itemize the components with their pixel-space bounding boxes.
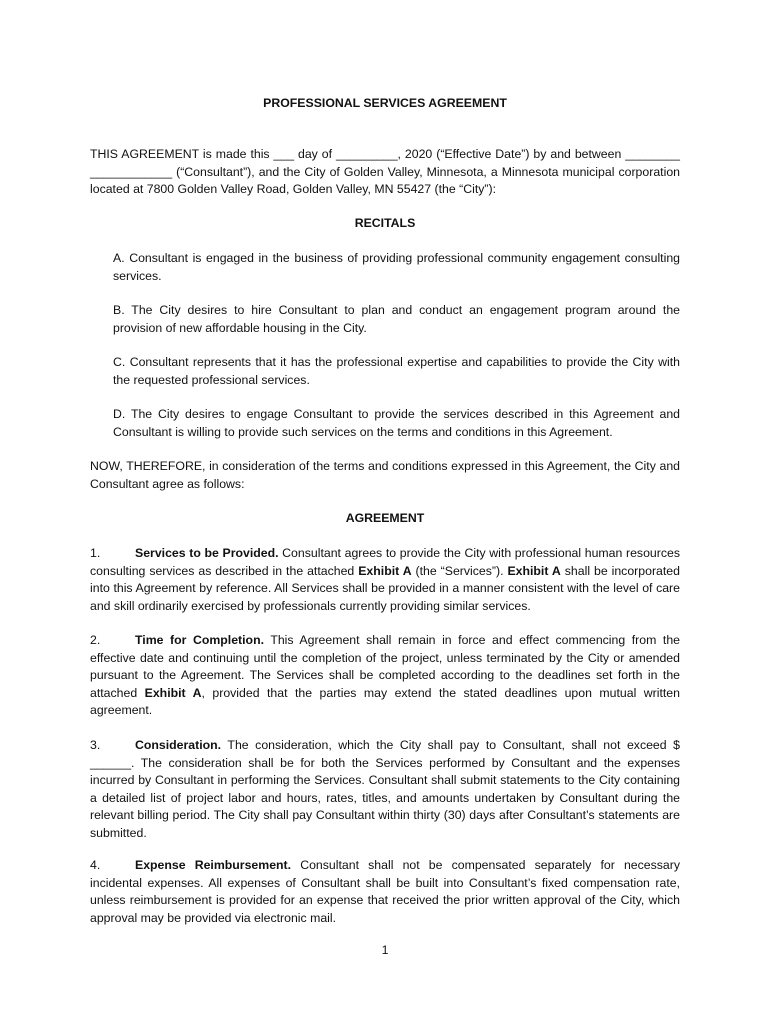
section-1-text-a: Consultant agrees to provide the City with professional human resources consulting services as described in the attached [90,546,680,578]
recital-c [113,354,680,389]
section-1-exhibit-ref-2: Exhibit A [507,563,561,578]
section-1-exhibit-ref-1: Exhibit A [358,563,412,578]
section-2-heading: Time for Completion. [135,633,264,647]
section-2 [90,632,680,720]
now-therefore-text: NOW, THEREFORE, in consideration of the terms and conditions expressed in this Agreement, the City and Consultant agree as follows: [90,459,680,491]
document-title: PROFESSIONAL SERVICES AGREEMENT [263,96,507,110]
section-3-text: The consideration, which the City shall pay to Consultant, shall not exceed $ ______. The consideration shall be for both the Services performed by Consultant and the expenses incurred by Consultant in performing the Services. Consultant shall submit statements to the City containing a detailed list of project labor and hours, rates, titles, and amounts undertaken by Consultant during the relevant billing period. The City shall pay Consultant within thirty (30) days after Consultant’s statements are submitted. [90,738,680,840]
section-3-heading: Consideration. [135,738,222,752]
recital-c-text: C. Consultant represents that it has the professional expertise and capabilities to provide the City with the requested professional services. [113,355,680,387]
section-1 [90,545,680,615]
intro-line-1: THIS AGREEMENT is made this ___ day of _________, 2020 (“Effective Date”) by and between ________ [90,147,680,161]
recital-d-text: D. The City desires to engage Consultant to provide the services described in this Agreement and Consultant is willing to provide such services on the terms and conditions in this Agreement. [113,407,680,439]
section-4-heading: Expense Reimbursement. [135,858,292,872]
section-3 [90,737,680,843]
intro-line-2: ____________ (“Consultant”), and the City of Golden Valley, Minnesota, a Minnesota municipal corporation located at 7800 Golden Valley Road, Golden Valley, MN 55427 (the “City”): [90,164,680,197]
section-3-number: 3. [90,738,101,752]
recital-a [113,250,680,285]
section-4-number: 4. [90,858,101,872]
section-4-text: Consultant shall not be compensated separately for necessary incidental expenses. All expenses of Consultant shall be built into Consultant’s fixed compensation rate, unless reimbursement is provided for an expense that received the prior written approval of the City, which approval may be provided via electronic mail. [90,858,680,925]
recital-b-text: B. The City desires to hire Consultant to plan and conduct an engagement program around the provision of new affordable housing in the City. [113,303,680,335]
section-1-text-b: (the “Services”). [411,563,508,578]
section-2-exhibit-ref: Exhibit A [144,685,202,700]
recital-d [113,406,680,441]
page-number: 1 [381,943,389,957]
now-therefore-paragraph [90,458,680,493]
section-1-text-c: shall be incorporated into this Agreement by reference. All Services shall be provided in a manner consistent with the level of care and skill ordinarily exercised by professionals currently providing similar services. [90,563,680,613]
section-4 [90,857,680,927]
section-2-number: 2. [90,633,101,647]
recital-a-text: A. Consultant is engaged in the business of providing professional community engagement consulting services. [113,251,680,283]
section-2-text-b: , provided that the parties may extend the stated deadlines upon mutual written agreement. [90,685,680,718]
intro-paragraph [90,146,680,199]
section-1-heading: Services to be Provided. [135,546,279,560]
section-2-text-a: This Agreement shall remain in force and effect commencing from the effective date and continuing until the completion of the project, unless terminated by the City or amended pursuant to the Agreement. The Services shall be completed according to the deadlines set forth in the attached [90,633,680,700]
agreement-heading: AGREEMENT [345,511,425,525]
recitals-heading: RECITALS [354,216,416,230]
recital-b [113,302,680,337]
section-1-number: 1. [90,546,101,560]
